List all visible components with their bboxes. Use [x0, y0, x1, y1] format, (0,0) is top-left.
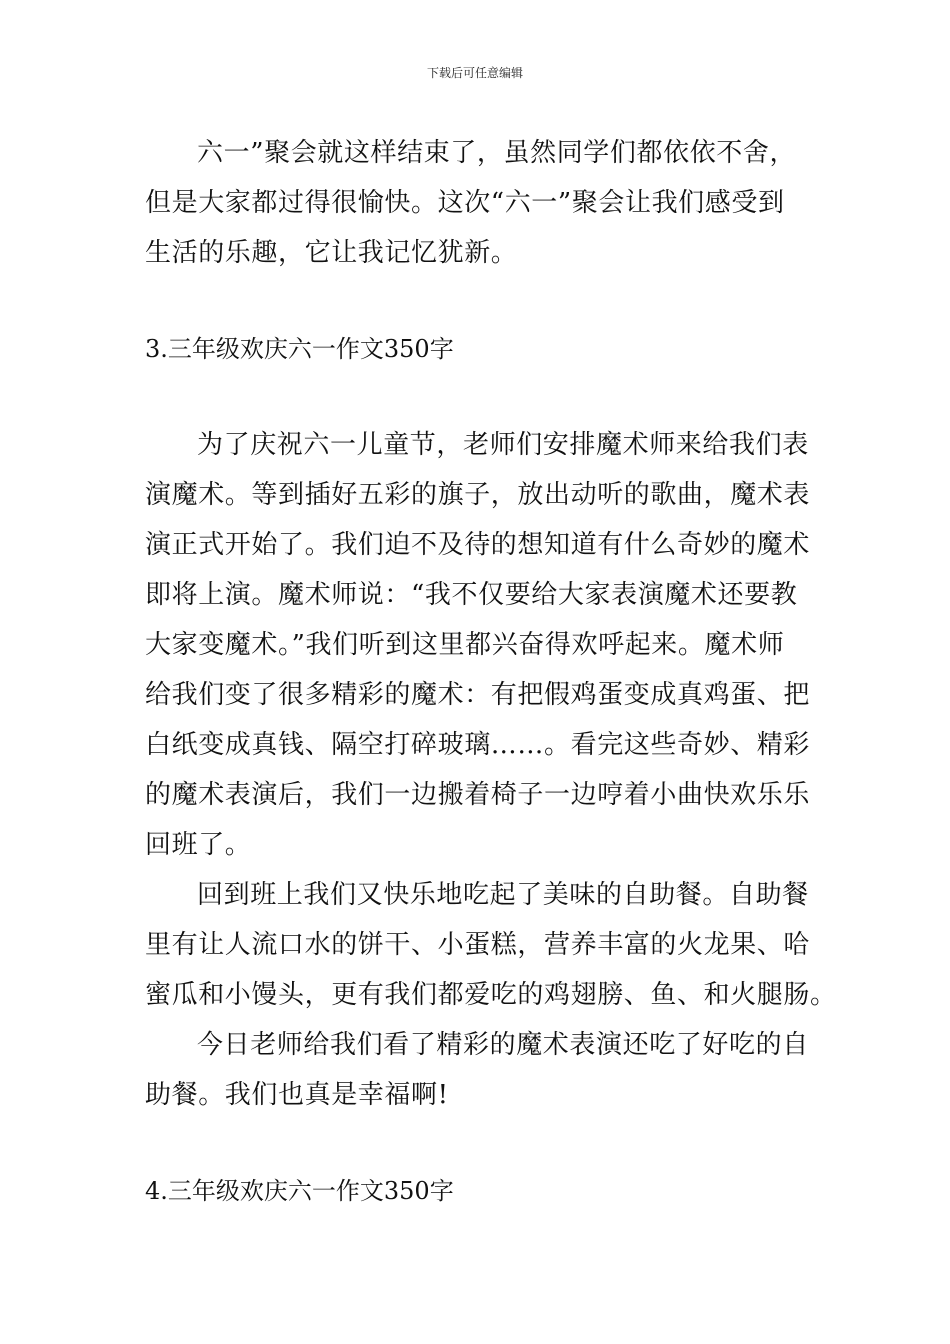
- paragraph-1: [145, 128, 810, 278]
- paragraph-line: 白纸变成真钱、隔空打碎玻璃……。看完这些奇妙、精彩: [145, 730, 811, 760]
- paragraph-line: 即将上演。魔术师说：“我不仅要给大家表演魔术还要教: [145, 580, 798, 610]
- document-body: [145, 128, 837, 1216]
- paragraph-line: 的魔术表演后，我们一边搬着椅子一边哼着小曲快欢乐乐: [145, 780, 811, 810]
- paragraph-line: 演魔术。等到插好五彩的旗子，放出动听的歌曲，魔术表: [145, 480, 811, 510]
- paragraph-line: 回班了。: [145, 830, 252, 860]
- paragraph-line: 大家变魔术。”我们听到这里都兴奋得欢呼起来。魔术师: [145, 630, 785, 660]
- paragraph-line: 为了庆祝六一儿童节，老师们安排魔术师来给我们表: [197, 430, 809, 460]
- paragraph-line: 演正式开始了。我们迫不及待的想知道有什么奇妙的魔术: [145, 530, 811, 560]
- paragraph-line: 蜜瓜和小馒头，更有我们都爱吃的鸡翅膀、鱼、和火腿肠。: [145, 980, 837, 1010]
- paragraph-line: 里有让人流口水的饼干、小蛋糕，营养丰富的火龙果、哈: [145, 930, 811, 960]
- page-header: 下载后可任意编辑: [426, 66, 523, 80]
- paragraph-line: 助餐。我们也真是幸福啊!: [145, 1080, 449, 1110]
- paragraph-line: 生活的乐趣，它让我记忆犹新。: [145, 238, 518, 268]
- paragraph-line: 六一”聚会就这样结束了，虽然同学们都依依不舍，: [197, 138, 797, 168]
- section-heading-4: 4.三年级欢庆六一作文350字: [145, 1177, 454, 1205]
- paragraph-line: 回到班上我们又快乐地吃起了美味的自助餐。自助餐: [197, 880, 809, 910]
- section-heading-3: 3.三年级欢庆六一作文350字: [145, 335, 454, 363]
- paragraph-line: 但是大家都过得很愉快。这次“六一”聚会让我们感受到: [145, 188, 785, 218]
- paragraph-3: [145, 870, 837, 1020]
- paragraph-line: 今日老师给我们看了精彩的魔术表演还吃了好吃的自: [197, 1030, 809, 1060]
- paragraph-2: [145, 420, 810, 870]
- paragraph-line: 给我们变了很多精彩的魔术：有把假鸡蛋变成真鸡蛋、把: [145, 680, 811, 710]
- paragraph-4: [145, 1020, 810, 1120]
